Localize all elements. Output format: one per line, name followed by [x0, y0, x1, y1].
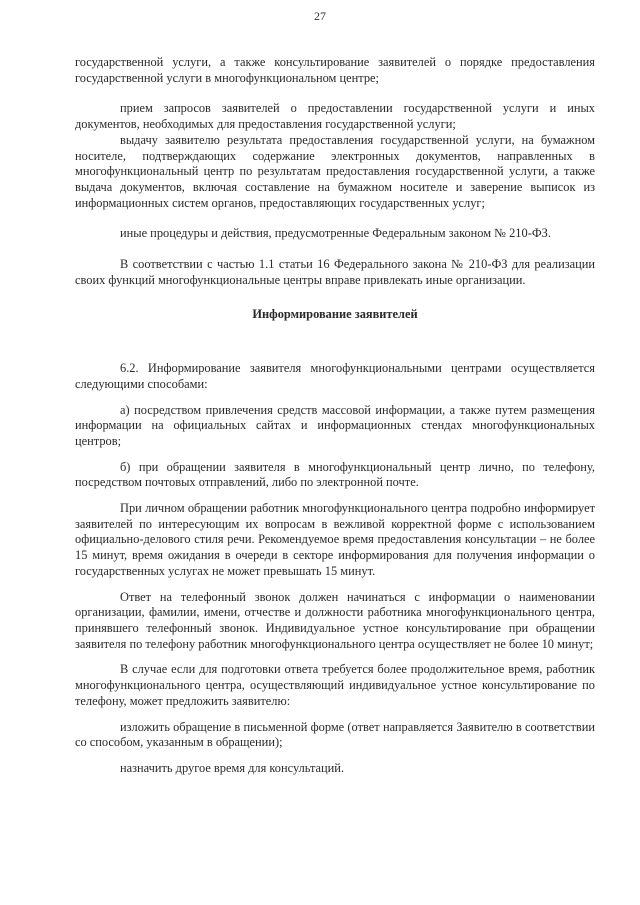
paragraph-request-intake: прием запросов заявителей о предоставлении государственной услуги и иных документов, необходимых для предоставления государственной услуги; [75, 101, 595, 132]
paragraph-phone-call: Ответ на телефонный звонок должен начинаться с информации о наименовании организации, фамилии, имени, отчестве и должности работника многофункционального центра, принявшего телефонный звонок. Индивидуальное устное консультирование при обращении заявителя по телефону работник многофункционального центра осуществляет не более 10 минут; [75, 589, 595, 651]
paragraph-item-a: а) посредством привлечения средств массовой информации, а также путем размещения информации на официальных сайтах и информационных стендах многофункциональных центров; [75, 402, 595, 448]
paragraph-item-b: б) при обращении заявителя в многофункциональный центр лично, по телефону, посредством почтовых отправлений, либо по электронной почте. [75, 459, 595, 490]
paragraph-another-time: назначить другое время для консультаций. [120, 760, 345, 775]
paragraph-involve-organizations: В соответствии с частью 1.1 статьи 16 Федерального закона № 210-ФЗ для реализации своих функций многофункциональные центры вправе привлекать иные организации. [75, 257, 595, 287]
paragraph-result-issuance: выдачу заявителю результата предоставления государственной услуги, на бумажном носителе, подтверждающих содержание электронных документов, направленных в многофункциональный центр по результатам предоставления государственной услуги, а также выдача документов, включая составление на бумажном носителе и заверение выписок из информационных систем органов, предоставляющих государственных услуг; [75, 132, 595, 210]
paragraph-personal-visit: При личном обращении работник многофункционального центра подробно информирует заявителей по интересующим их вопросам в вежливой корректной форме с использованием официально-делового стиля речи. Рекомендуемое время предоставления консультации – не более 15 минут, время ожидания в очереди в секторе информирования для получения информации о государственных услугах не может превышать 15 минут. [75, 501, 595, 578]
page-number: 27 [314, 9, 326, 23]
paragraph-6-2: 6.2. Информирование заявителя многофункциональными центрами осуществляется следующими способами: [75, 361, 595, 391]
paragraph-written-form: изложить обращение в письменной форме (ответ направляется Заявителю в соответствии со способом, указанным в обращении); [75, 719, 595, 750]
document-body [75, 55, 595, 777]
section-heading: Информирование заявителей [252, 307, 418, 322]
paragraph-longer-time: В случае если для подготовки ответа требуется более продолжительное время, работник многофункционального центра, осуществляющий индивидуальное устное консультирование по телефону, может предложить заявителю: [75, 662, 595, 708]
paragraph-other-procedures: иные процедуры и действия, предусмотренные Федеральным законом № 210-ФЗ. [120, 226, 551, 241]
paragraph-consulting: государственной услуги, а также консультирование заявителей о порядке предоставления государственной услуги в многофункциональном центре; [75, 55, 595, 85]
